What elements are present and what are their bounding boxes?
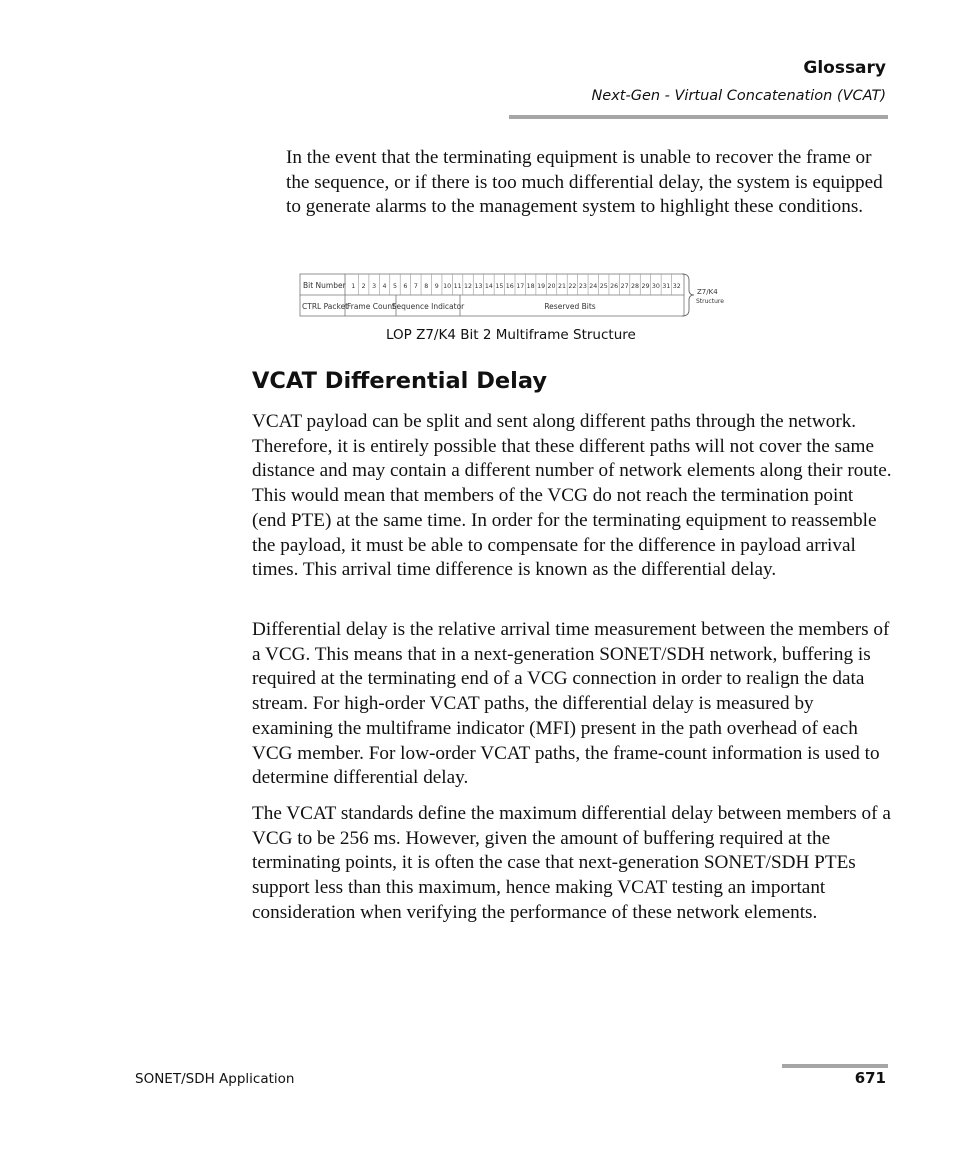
bit-number-23: 23 xyxy=(578,283,587,290)
body-paragraph: Differential delay is the relative arrival time measurement between the members of a VCG. This means that in a next-generation SONET/SDH network, buffering is required at the terminating end of a VCG connection in order to realign the data stream. For high-order VCAT paths, the differential delay is measured by examining the multiframe indicator (MFI) present in the path overhead of each VCG member. For low-order VCAT paths, the frame-count information is used to determine differential delay. xyxy=(252,619,890,789)
bit-number-30: 30 xyxy=(651,283,660,290)
bit-number-19: 19 xyxy=(537,283,546,290)
bit-number-13: 13 xyxy=(474,283,483,290)
page-number: 671 xyxy=(854,1069,886,1087)
bit-number-14: 14 xyxy=(484,283,493,290)
body-paragraph: VCAT payload can be split and sent along different paths through the network. Therefore, it is entirely possible that these different paths will not cover the same distance and may contain a different number of network elements along their route. This would mean that members of the VCG do not reach the termination point (end PTE) at the same time. In order for the terminating equipment to reassemble the payload, it must be able to compensate for the difference in payload arrival times. This arrival time difference is known as the differential delay. xyxy=(252,411,892,581)
body-paragraph: The VCAT standards define the maximum differential delay between members of a VCG to be 256 ms. However, given the amount of buffering required at the terminating points, it is often the case that next-generation SONET/SDH PTEs support less than this maximum, hence making VCAT testing an important consideration when verifying the performance of these network elements. xyxy=(252,803,891,923)
bit-number-27: 27 xyxy=(620,283,629,290)
bit-number-3: 3 xyxy=(372,283,377,290)
footer-rule xyxy=(782,1064,888,1068)
bit-number-32: 32 xyxy=(672,283,681,290)
sequence-indicator-label: Sequence Indicator xyxy=(391,302,465,311)
footer-section-label: SONET/SDH Application xyxy=(135,1071,295,1087)
frame-count-label: Frame Count xyxy=(346,302,396,311)
bit-number-6: 6 xyxy=(403,283,408,290)
bit-number-18: 18 xyxy=(526,283,535,290)
figure-caption: LOP Z7/K4 Bit 2 Multiframe Structure xyxy=(386,327,636,343)
bit-number-20: 20 xyxy=(547,283,556,290)
bit-number-1: 1 xyxy=(351,283,356,290)
brace-label-z7k4: Z7/K4 xyxy=(697,288,718,296)
intro-paragraph: In the event that the terminating equipment is unable to recover the frame or the sequence, or if there is too much differential delay, the system is equipped to generate alarms to the management system to highlight these conditions. xyxy=(286,147,883,218)
bit-number-2: 2 xyxy=(361,283,366,290)
reserved-bits-label: Reserved Bits xyxy=(544,302,596,311)
header-subtitle: Next-Gen - Virtual Concatenation (VCAT) xyxy=(591,88,886,104)
header-rule xyxy=(509,115,888,119)
bit-number-29: 29 xyxy=(641,283,650,290)
ctrl-packet-label: CTRL Packet xyxy=(302,302,349,311)
bit-number-22: 22 xyxy=(568,283,577,290)
bit-number-15: 15 xyxy=(495,283,504,290)
bit-number-5: 5 xyxy=(392,283,397,290)
multiframe-structure-diagram xyxy=(298,272,728,320)
bit-number-16: 16 xyxy=(505,283,514,290)
bit-number-24: 24 xyxy=(589,283,598,290)
bit-number-10: 10 xyxy=(443,283,452,290)
section-heading: VCAT Differential Delay xyxy=(252,368,548,394)
bit-number-28: 28 xyxy=(631,283,640,290)
header-title: Glossary xyxy=(803,58,886,78)
bit-number-8: 8 xyxy=(424,283,429,290)
bit-number-9: 9 xyxy=(434,283,439,290)
bit-number-label: Bit Number xyxy=(303,281,346,290)
bit-number-12: 12 xyxy=(464,283,473,290)
bit-number-21: 21 xyxy=(557,283,566,290)
bit-number-17: 17 xyxy=(516,283,525,290)
brace-label-structure: Structure xyxy=(696,298,724,305)
bit-number-25: 25 xyxy=(599,283,608,290)
bit-number-7: 7 xyxy=(413,283,418,290)
bit-number-26: 26 xyxy=(610,283,619,290)
bit-number-31: 31 xyxy=(662,283,671,290)
bit-number-4: 4 xyxy=(382,283,387,290)
bit-number-11: 11 xyxy=(453,283,462,290)
